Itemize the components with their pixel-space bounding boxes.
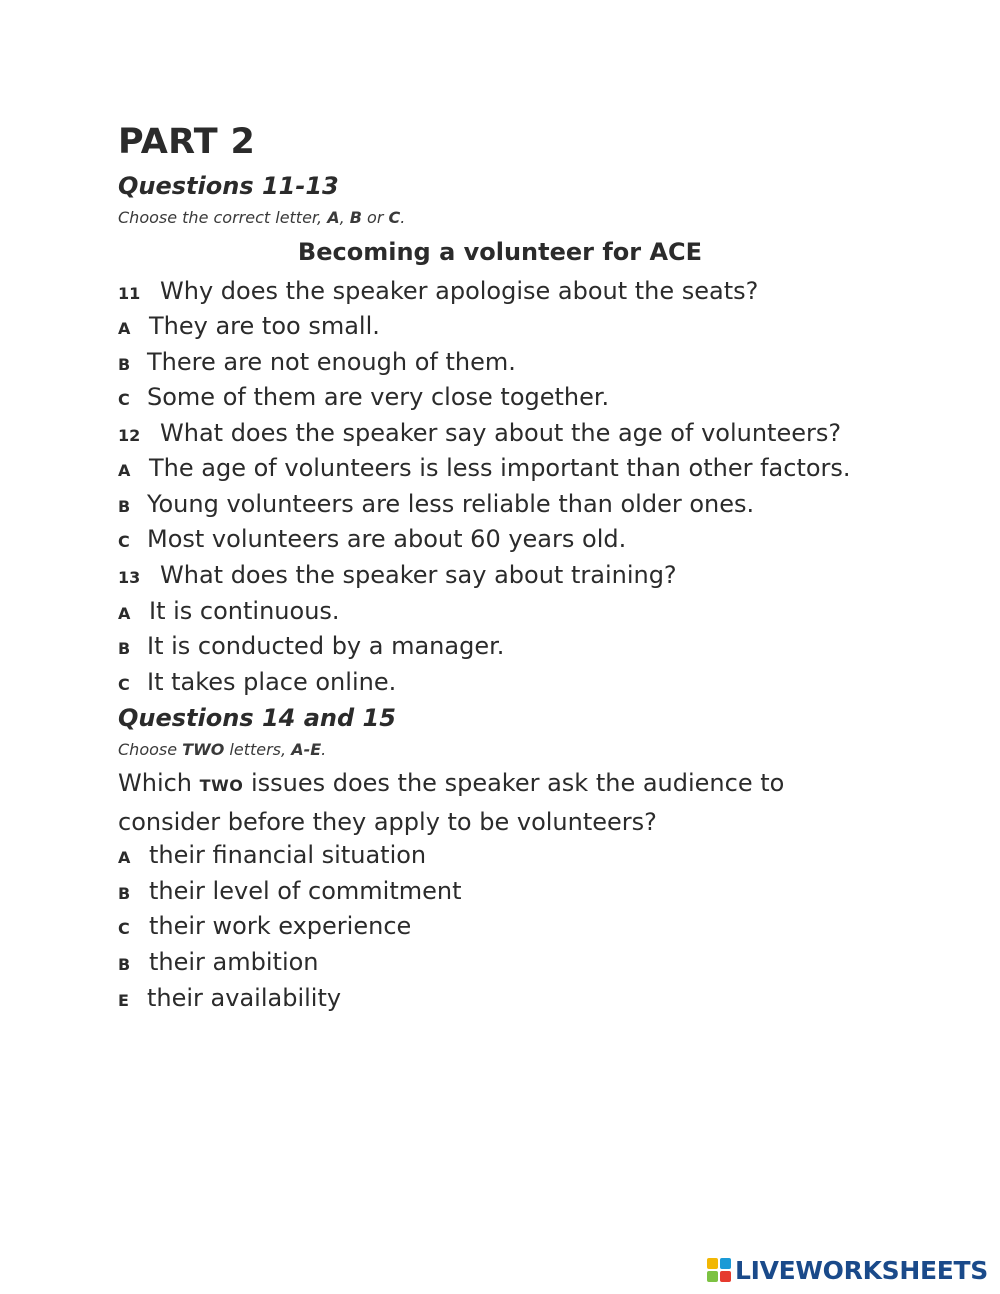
option-text: their level of commitment: [149, 877, 462, 905]
option-letter: E: [118, 991, 129, 1010]
questions-14-15-instruction: Choose TWO letters, A-E.: [118, 740, 327, 759]
question-11: [118, 276, 758, 309]
question-number: 12: [118, 426, 141, 445]
option-text: their availability: [147, 984, 342, 1012]
option-letter: A: [118, 848, 131, 867]
option-row[interactable]: [118, 911, 411, 944]
option-text: Young volunteers are less reliable than older ones.: [147, 490, 755, 518]
liveworksheets-logo[interactable]: [707, 1253, 988, 1287]
option-text: The age of volunteers is less important than other factors.: [149, 454, 851, 482]
question-number: 11: [118, 284, 141, 303]
option-letter: B: [118, 497, 131, 516]
questions-11-13-heading: Questions 11-13: [118, 172, 339, 200]
question-number: 13: [118, 568, 141, 587]
option-row[interactable]: [118, 524, 626, 557]
option-row[interactable]: [118, 983, 341, 1016]
option-row[interactable]: [118, 596, 340, 629]
option-row[interactable]: [118, 876, 462, 909]
option-text: It is conducted by a manager.: [147, 632, 505, 660]
option-text: their work experience: [149, 912, 412, 940]
option-text: They are too small.: [149, 312, 380, 340]
option-letter: A: [118, 604, 131, 623]
section-title: Becoming a volunteer for ACE: [297, 238, 703, 266]
option-letter: C: [118, 919, 130, 938]
option-row[interactable]: [118, 631, 504, 664]
option-letter: A: [118, 461, 131, 480]
option-letter: B: [118, 355, 131, 374]
option-row[interactable]: [118, 489, 754, 522]
option-letter: B: [118, 955, 131, 974]
question-12: [118, 418, 841, 451]
question-13: [118, 560, 677, 593]
questions-11-13-instruction: Choose the correct letter, A, B or C.: [118, 208, 406, 227]
part-title: PART 2: [118, 122, 256, 162]
option-letter: C: [118, 390, 130, 409]
option-letter: C: [118, 532, 130, 551]
option-text: There are not enough of them.: [147, 348, 516, 376]
option-row[interactable]: [118, 382, 609, 415]
option-row[interactable]: [118, 347, 516, 380]
option-row[interactable]: [118, 840, 426, 873]
option-text: Most volunteers are about 60 years old.: [147, 525, 627, 553]
question-14-15-text: Which TWO issues does the speaker ask the audience to consider before they apply to be volunteers?: [118, 769, 785, 836]
option-row[interactable]: [118, 947, 319, 980]
option-text: It is continuous.: [149, 597, 340, 625]
logo-text: LIVEWORKSHEETS: [734, 1255, 988, 1285]
option-text: It takes place online.: [147, 668, 397, 696]
question-text: What does the speaker say about training?: [160, 561, 677, 589]
option-letter: A: [118, 319, 131, 338]
option-letter: B: [118, 884, 131, 903]
option-text: their financial situation: [149, 841, 427, 869]
option-letter: B: [118, 639, 131, 658]
option-text: their ambition: [149, 948, 319, 976]
logo-square: [720, 1271, 731, 1282]
option-text: Some of them are very close together.: [147, 383, 610, 411]
question-text: What does the speaker say about the age of volunteers?: [160, 419, 842, 447]
option-letter: C: [118, 675, 130, 694]
logo-square: [720, 1258, 731, 1269]
option-row[interactable]: [118, 453, 851, 486]
option-row[interactable]: [118, 667, 396, 700]
option-row[interactable]: [118, 311, 380, 344]
question-text: Why does the speaker apologise about the seats?: [160, 277, 759, 305]
questions-14-15-heading: Questions 14 and 15: [118, 704, 396, 732]
logo-square: [707, 1271, 718, 1282]
logo-square: [707, 1258, 718, 1269]
logo-mark-icon: [707, 1258, 731, 1282]
